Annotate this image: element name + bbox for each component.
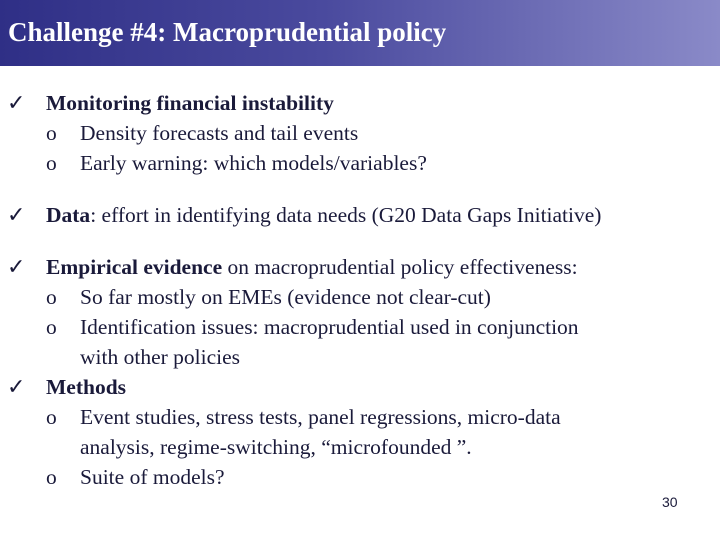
slide-body (0, 88, 720, 492)
sub-bullet-text: Early warning: which models/variables? (80, 151, 427, 175)
bullet-bold-text: Monitoring financial instability (46, 91, 334, 115)
sub-bullet (0, 462, 720, 492)
circle-bullet-icon: o (46, 465, 57, 489)
circle-bullet-icon: o (46, 121, 57, 145)
sub-bullet-text: Suite of models? (80, 465, 225, 489)
bullet-monitoring (0, 88, 720, 118)
sub-bullet-continuation: analysis, regime-switching, “microfounded ”. (80, 435, 472, 459)
bullet-empirical (0, 252, 720, 282)
bullet-text: on macroprudential policy effectiveness: (222, 255, 578, 279)
bullet-bold-text: Empirical evidence (46, 255, 223, 279)
bullet-bold-text: Data (46, 203, 91, 227)
sub-bullet-text: Identification issues: macroprudential used in conjunction (80, 315, 579, 339)
checkmark-icon: ✓ (7, 374, 26, 399)
sub-bullet-text: Density forecasts and tail events (80, 121, 359, 145)
bullet-bold-text: Methods (46, 375, 127, 399)
sub-bullet-text: Event studies, stress tests, panel regressions, micro-data (80, 405, 561, 429)
sub-bullet-text: So far mostly on EMEs (evidence not clear-cut) (80, 285, 491, 309)
sub-bullet-continuation: with other policies (80, 345, 241, 369)
circle-bullet-icon: o (46, 285, 57, 309)
sub-bullet (0, 282, 720, 312)
title-bar (0, 0, 720, 66)
slide-title: Challenge #4: Macroprudential policy (8, 17, 447, 47)
sub-bullet (0, 148, 720, 178)
circle-bullet-icon: o (46, 151, 57, 175)
sub-bullet (0, 118, 720, 148)
circle-bullet-icon: o (46, 405, 57, 429)
sub-bullet (0, 312, 720, 342)
bullet-text: : effort in identifying data needs (G20 Data Gaps Initiative) (90, 203, 602, 227)
page-number: 30 (662, 494, 678, 510)
bullet-methods (0, 372, 720, 402)
bullet-data (0, 200, 720, 230)
checkmark-icon: ✓ (7, 254, 26, 279)
checkmark-icon: ✓ (7, 202, 26, 227)
circle-bullet-icon: o (46, 315, 57, 339)
sub-bullet (0, 402, 720, 432)
checkmark-icon: ✓ (7, 90, 26, 115)
